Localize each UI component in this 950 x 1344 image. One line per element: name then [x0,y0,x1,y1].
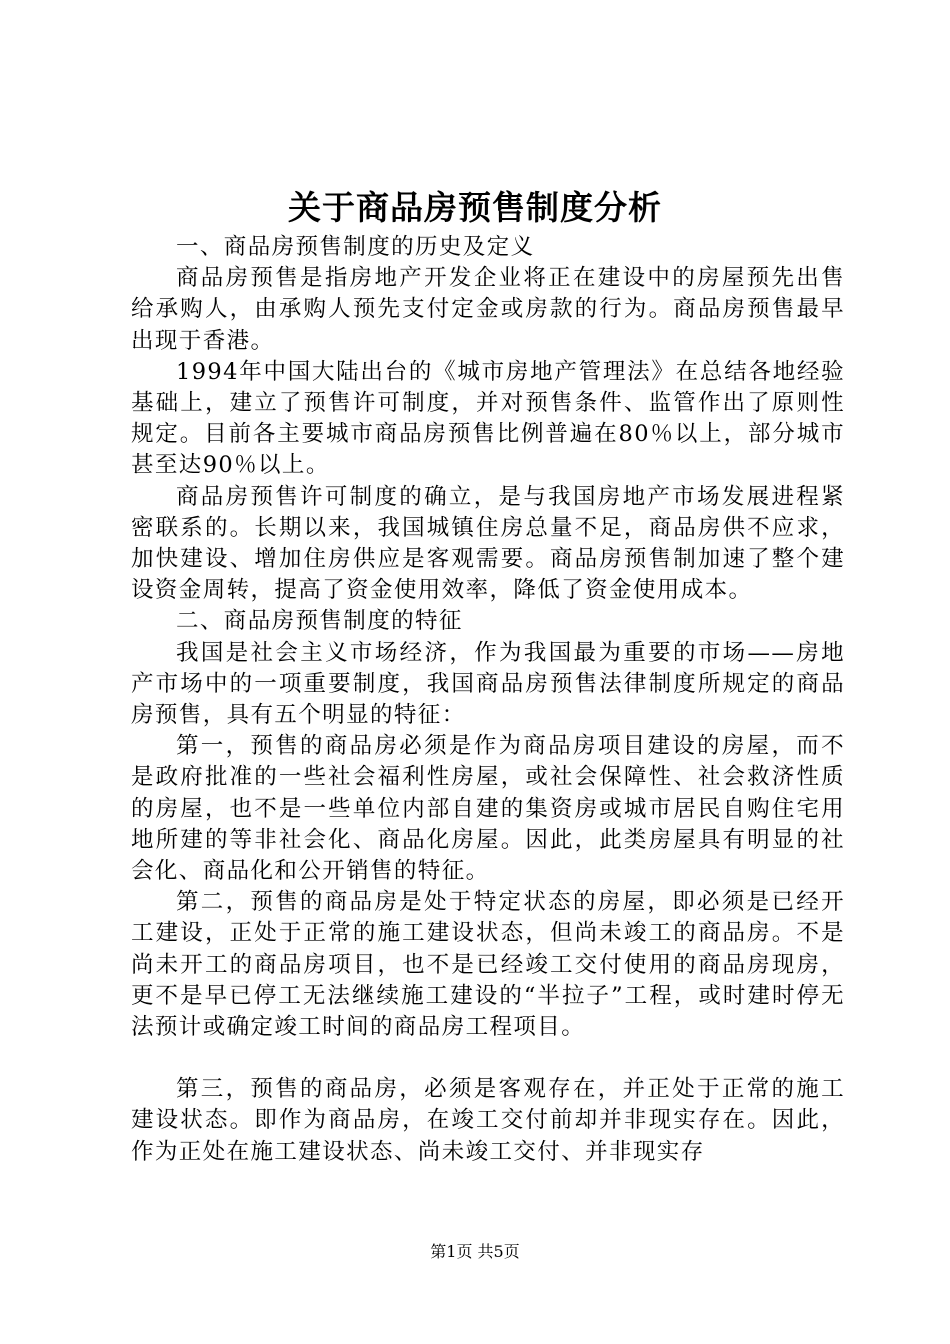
paragraph-gap [131,1043,845,1074]
paragraph-feature-3: 第三，预售的商品房，必须是客观存在，并正处于正常的施工建设状态。即作为商品房，在竣工交付前却并非现实存在。因此，作为正处在施工建设状态、尚未竣工交付、并非现实存 [131,1076,845,1165]
document-body [131,232,845,1168]
document-title: 关于商品房预售制度分析 [288,188,662,227]
paragraph-feature-2: 第二，预售的商品房是处于特定状态的房屋，即必须是已经开工建设，正处于正常的施工建设状态，但尚未竣工的商品房。不是尚未开工的商品房项目，也不是已经竣工交付使用的商品房现房，更不是早已停工无法继续施工建设的“半拉子”工程，或时建时停无法预计或确定竣工时间的商品房工程项目。 [131,889,845,1041]
paragraph-significance: 商品房预售许可制度的确立，是与我国房地产市场发展进程紧密联系的。长期以来，我国城镇住房总量不足，商品房供不应求，加快建设、增加住房供应是客观需要。商品房预售制加速了整个建设资金周转，提高了资金使用效率，降低了资金使用成本。 [131,483,845,604]
paragraph-features-intro: 我国是社会主义市场经济，作为我国最为重要的市场——房地产市场中的一项重要制度，我国商品房预售法律制度所规定的商品房预售，具有五个明显的特征： [131,639,845,729]
page-footer: 第1页 共5页 [430,1242,520,1261]
section-heading-1: 一、商品房预售制度的历史及定义 [176,234,535,260]
section-heading-2: 二、商品房预售制度的特征 [176,608,463,635]
paragraph-feature-1: 第一，预售的商品房必须是作为商品房项目建设的房屋，而不是政府批准的一些社会福利性房屋，或社会保障性、社会救济性质的房屋，也不是一些单位内部自建的集资房或城市居民自购住宅用地所建的等非社会化、商品化房屋。因此，此类房屋具有明显的社会化、商品化和公开销售的特征。 [131,733,845,885]
paragraph-history: 1994年中国大陆出台的《城市房地产管理法》在总结各地经验基础上，建立了预售许可制度，并对预售条件、监管作出了原则性规定。目前各主要城市商品房预售比例普遍在80％以上，部分城市甚至达90％以上。 [131,358,845,479]
paragraph-definition: 商品房预售是指房地产开发企业将正在建设中的房屋预先出售给承购人，由承购人预先支付定金或房款的行为。商品房预售最早出现于香港。 [131,265,845,354]
